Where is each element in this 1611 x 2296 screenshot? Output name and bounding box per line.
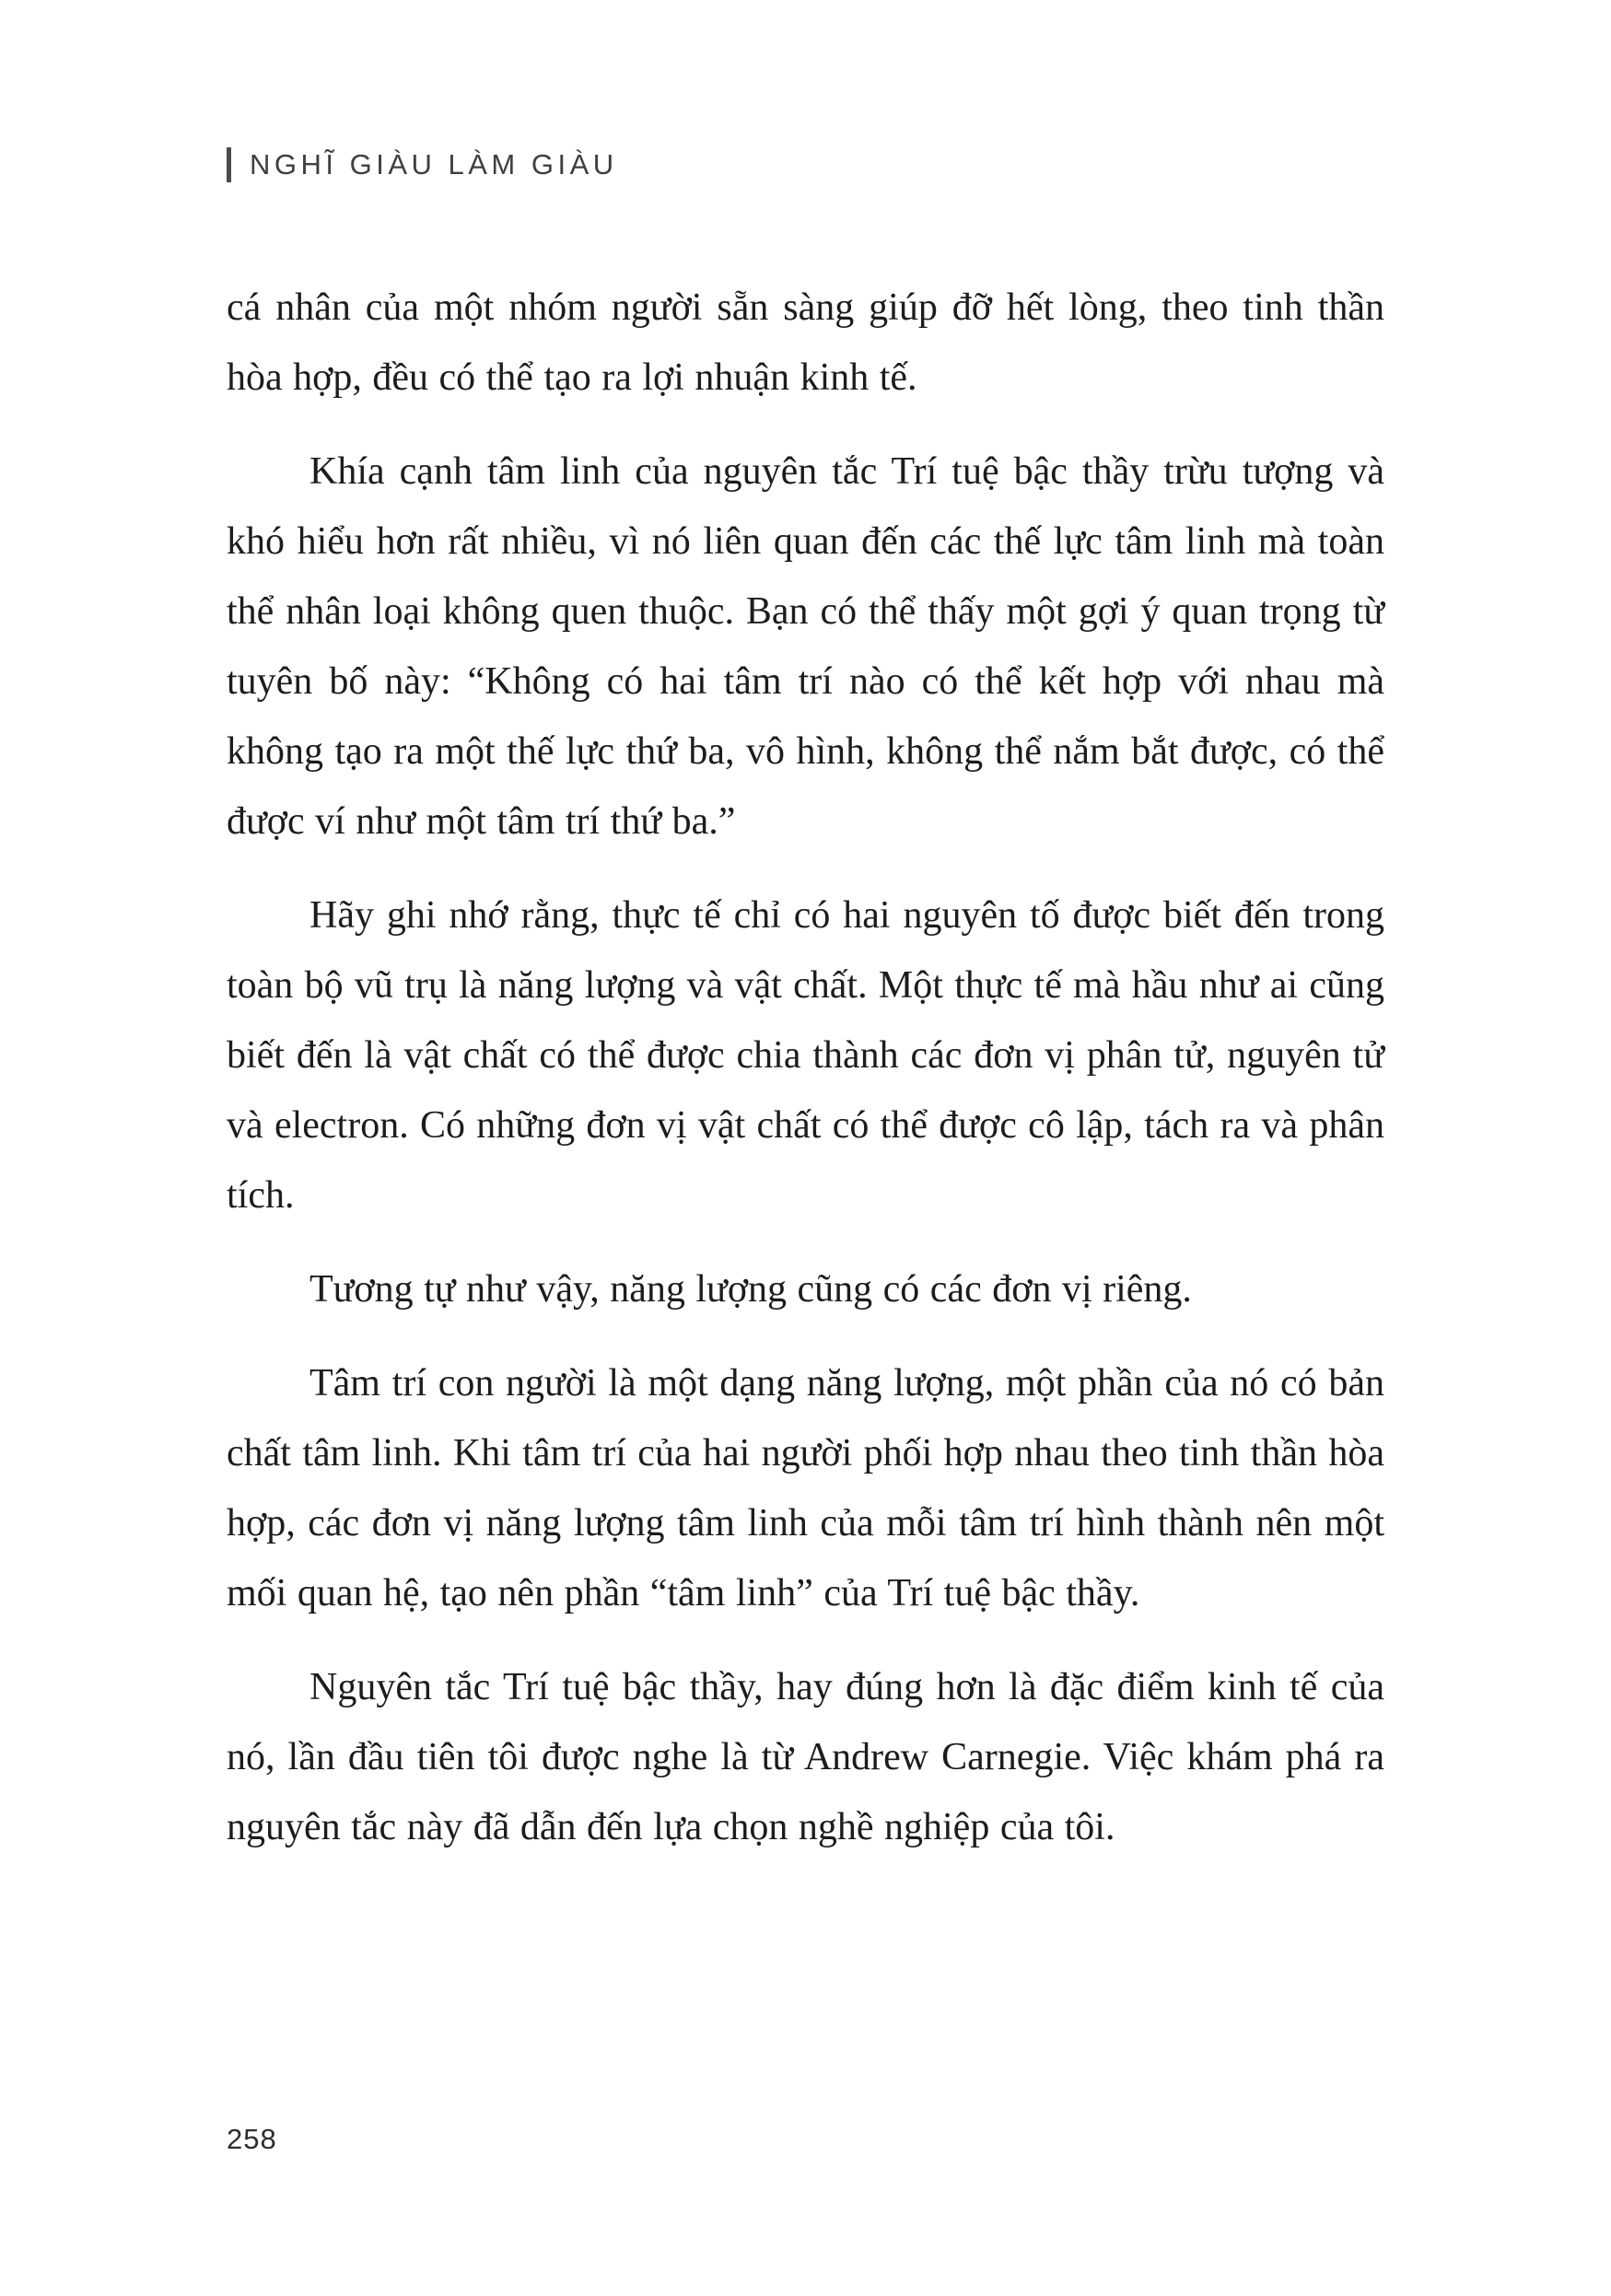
paragraph: Nguyên tắc Trí tuệ bậc thầy, hay đúng hơn là đặc điểm kinh tế của nó, lần đầu tiên tôi được nghe là từ Andrew Carnegie. Việc khám phá ra nguyên tắc này đã dẫn đến lựa chọn nghề nghiệp của tôi. (227, 1666, 1384, 1848)
page-footer (227, 2123, 277, 2156)
paragraph: Khía cạnh tâm linh của nguyên tắc Trí tuệ bậc thầy trừu tượng và khó hiểu hơn rất nhiều, vì nó liên quan đến các thế lực tâm linh mà toàn thể nhân loại không quen thuộc. Bạn có thể thấy một gợi ý quan trọng từ tuyên bố này: “Không có hai tâm trí nào có thể kết hợp với nhau mà không tạo ra một thế lực thứ ba, vô hình, không thể nắm bắt được, có thể được ví như một tâm trí thứ ba.” (227, 450, 1384, 843)
paragraph: cá nhân của một nhóm người sẵn sàng giúp đỡ hết lòng, theo tinh thần hòa hợp, đều có thể tạo ra lợi nhuận kinh tế. (227, 286, 1384, 399)
paragraph: Hãy ghi nhớ rằng, thực tế chỉ có hai nguyên tố được biết đến trong toàn bộ vũ trụ là năng lượng và vật chất. Một thực tế mà hầu như ai cũng biết đến là vật chất có thể được chia thành các đơn vị phân tử, nguyên tử và electron. Có những đơn vị vật chất có thể được cô lập, tách ra và phân tích. (227, 894, 1384, 1217)
paragraph: Tương tự như vậy, năng lượng cũng có các đơn vị riêng. (309, 1268, 1192, 1311)
book-title: NGHĨ GIÀU LÀM GIÀU (250, 148, 618, 181)
page-number: 258 (227, 2123, 277, 2155)
header-rule-icon (227, 147, 231, 182)
page-body (227, 273, 1384, 1862)
running-header (227, 147, 1384, 182)
paragraph: Tâm trí con người là một dạng năng lượng, một phần của nó có bản chất tâm linh. Khi tâm trí của hai người phối hợp nhau theo tinh thần hòa hợp, các đơn vị năng lượng tâm linh của mỗi tâm trí hình thành nên một mối quan hệ, tạo nên phần “tâm linh” của Trí tuệ bậc thầy. (227, 1362, 1384, 1614)
